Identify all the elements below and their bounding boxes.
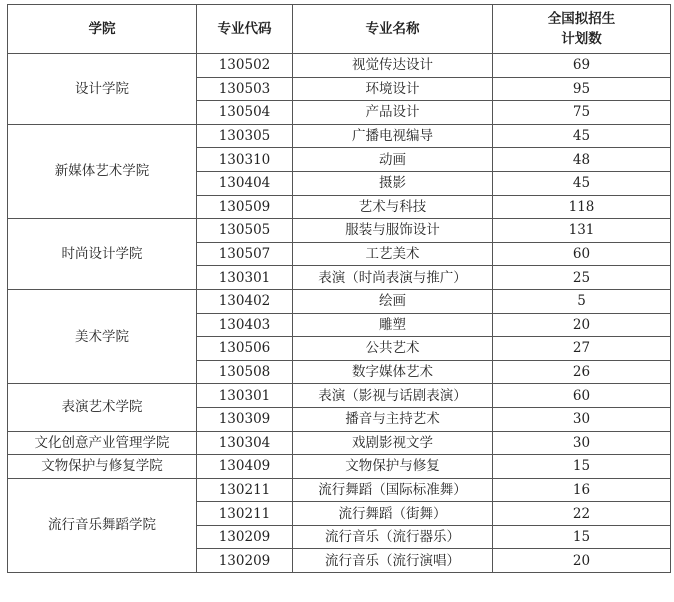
major-code-cell: 130502 [197,54,293,78]
major-code-cell: 130402 [197,289,293,313]
table-row [8,289,671,313]
major-name-cell: 绘画 [293,289,493,313]
major-name-cell: 流行舞蹈（国际标准舞） [293,478,493,502]
major-name-cell: 公共艺术 [293,337,493,361]
plan-count-cell: 16 [493,478,671,502]
plan-count-cell: 118 [493,195,671,219]
plan-count-cell: 20 [493,313,671,337]
table-row [8,219,671,243]
major-code-cell: 130503 [197,77,293,101]
major-code-cell: 130310 [197,148,293,172]
major-name-cell: 流行音乐（流行器乐） [293,525,493,549]
major-code-cell: 130309 [197,407,293,431]
major-code-cell: 130305 [197,124,293,148]
major-name-cell: 表演（时尚表演与推广） [293,266,493,290]
plan-count-cell: 69 [493,54,671,78]
college-cell: 时尚设计学院 [8,219,197,290]
major-name-cell: 戏剧影视文学 [293,431,493,455]
major-code-cell: 130404 [197,171,293,195]
plan-count-cell: 45 [493,124,671,148]
major-name-cell: 产品设计 [293,101,493,125]
plan-count-cell: 15 [493,455,671,479]
table-body [8,54,671,573]
major-name-cell: 摄影 [293,171,493,195]
major-name-cell: 播音与主持艺术 [293,407,493,431]
major-name-cell: 广播电视编导 [293,124,493,148]
college-cell: 表演艺术学院 [8,384,197,431]
college-cell: 文物保护与修复学院 [8,455,197,479]
college-cell: 美术学院 [8,289,197,383]
table-row [8,478,671,502]
header-major-name: 专业名称 [293,5,493,54]
major-code-cell: 130211 [197,502,293,526]
header-plan-count: 全国拟招生 计划数 [493,5,671,54]
table-header [8,5,671,54]
college-cell: 文化创意产业管理学院 [8,431,197,455]
header-row [8,5,671,54]
college-cell: 新媒体艺术学院 [8,124,197,218]
major-code-cell: 130507 [197,242,293,266]
plan-count-cell: 20 [493,549,671,573]
table-row [8,384,671,408]
plan-count-cell: 5 [493,289,671,313]
table-row [8,54,671,78]
major-code-cell: 130301 [197,266,293,290]
plan-count-cell: 48 [493,148,671,172]
plan-count-cell: 30 [493,407,671,431]
header-college: 学院 [8,5,197,54]
major-code-cell: 130211 [197,478,293,502]
major-name-cell: 流行音乐（流行演唱） [293,549,493,573]
major-code-cell: 130504 [197,101,293,125]
major-name-cell: 艺术与科技 [293,195,493,219]
table-row [8,455,671,479]
admission-plan-table [7,4,671,573]
major-name-cell: 视觉传达设计 [293,54,493,78]
major-code-cell: 130209 [197,549,293,573]
major-name-cell: 表演（影视与话剧表演） [293,384,493,408]
major-code-cell: 130505 [197,219,293,243]
major-code-cell: 130409 [197,455,293,479]
table-row [8,431,671,455]
plan-count-cell: 131 [493,219,671,243]
major-name-cell: 文物保护与修复 [293,455,493,479]
plan-count-cell: 60 [493,242,671,266]
plan-count-cell: 15 [493,525,671,549]
plan-count-cell: 60 [493,384,671,408]
major-name-cell: 流行舞蹈（街舞） [293,502,493,526]
plan-count-cell: 25 [493,266,671,290]
major-name-cell: 数字媒体艺术 [293,360,493,384]
plan-count-cell: 30 [493,431,671,455]
major-name-cell: 工艺美术 [293,242,493,266]
admission-plan-table-container [7,4,671,573]
plan-count-cell: 95 [493,77,671,101]
major-code-cell: 130304 [197,431,293,455]
college-cell: 设计学院 [8,54,197,125]
plan-count-cell: 75 [493,101,671,125]
plan-count-cell: 26 [493,360,671,384]
plan-count-cell: 27 [493,337,671,361]
table-row [8,124,671,148]
major-code-cell: 130209 [197,525,293,549]
college-cell: 流行音乐舞蹈学院 [8,478,197,572]
plan-count-cell: 22 [493,502,671,526]
header-major-code: 专业代码 [197,5,293,54]
major-name-cell: 动画 [293,148,493,172]
major-name-cell: 服装与服饰设计 [293,219,493,243]
major-name-cell: 环境设计 [293,77,493,101]
major-code-cell: 130508 [197,360,293,384]
major-name-cell: 雕塑 [293,313,493,337]
major-code-cell: 130301 [197,384,293,408]
major-code-cell: 130403 [197,313,293,337]
major-code-cell: 130509 [197,195,293,219]
plan-count-cell: 45 [493,171,671,195]
major-code-cell: 130506 [197,337,293,361]
